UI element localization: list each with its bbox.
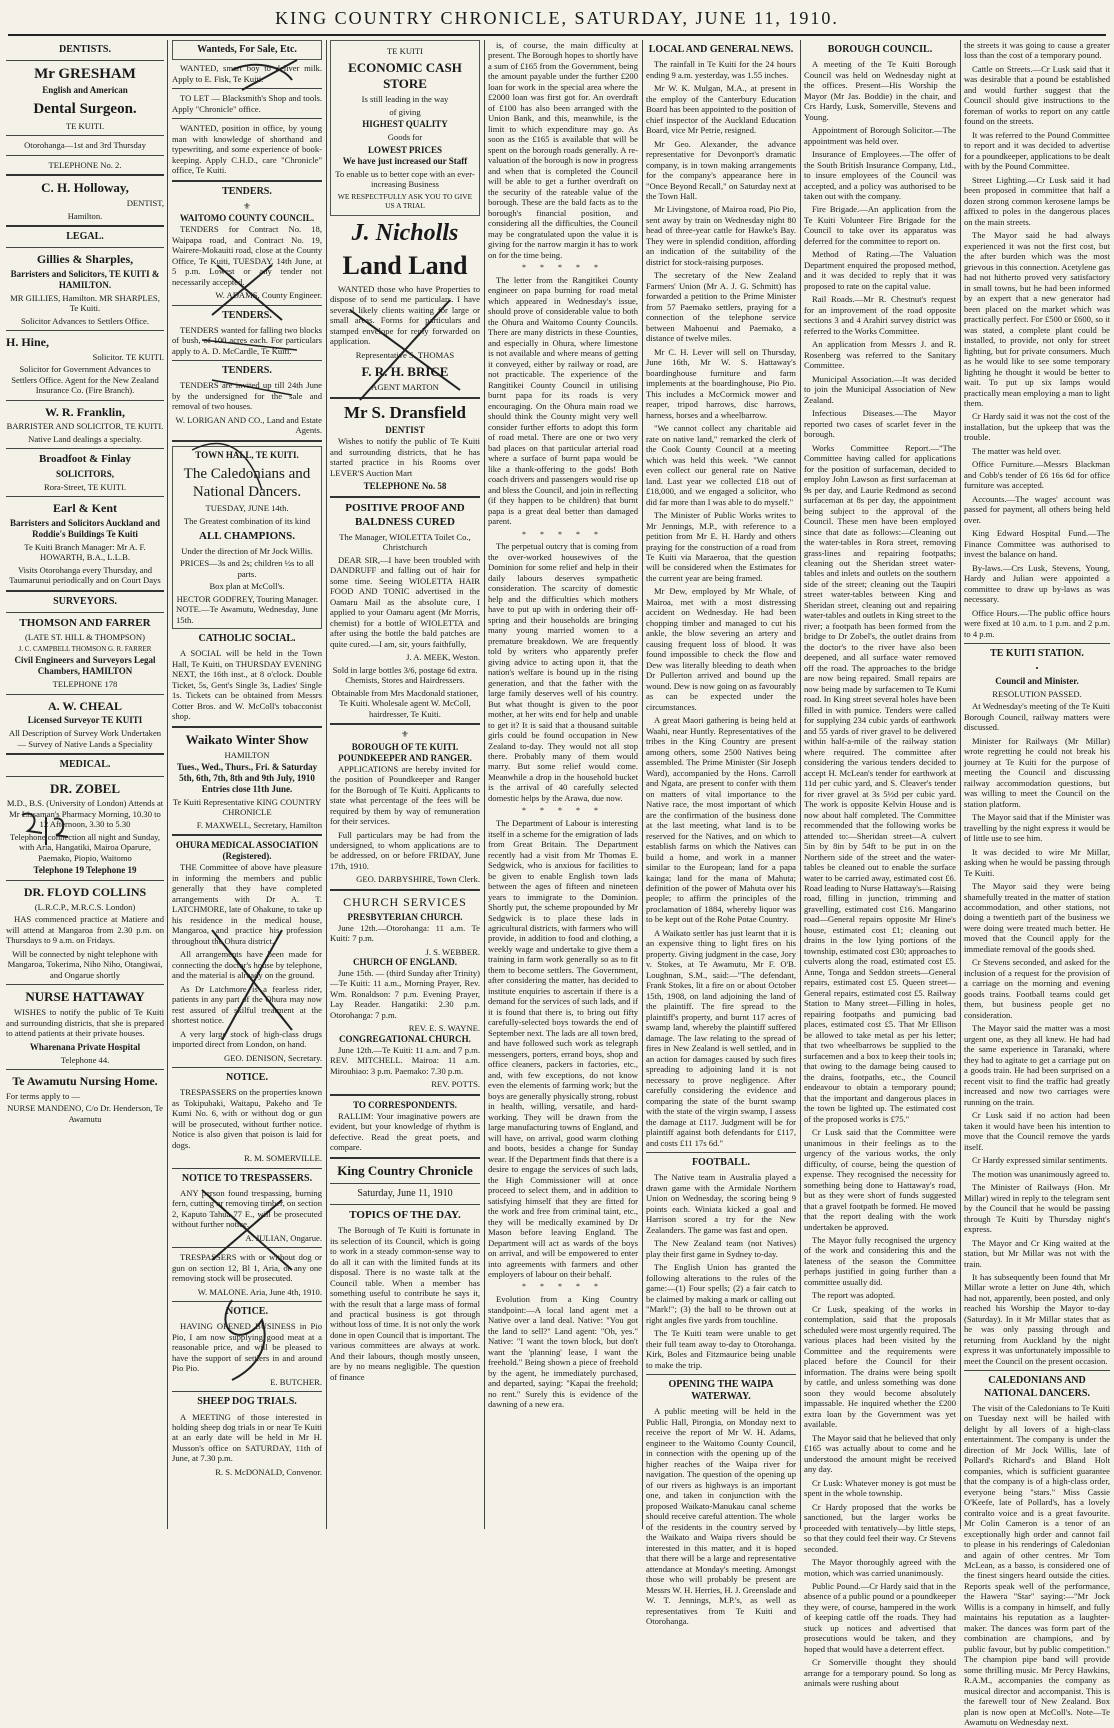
event-highlight: ALL CHAMPIONS. (199, 530, 295, 543)
show-title: Waikato Winter Show (185, 731, 309, 747)
article-text: Cr Stevens seconded, and asked for the inclusion of a request for the provision of a carriage on the morning and evening goods trains. Football teams could get them, but business people get no consideration. (964, 957, 1110, 1020)
advert-note: Native Land dealings a specialty. (28, 433, 142, 444)
advert-note: The Manager, WIOLETTA Toilet Co., Christchurch (339, 531, 471, 553)
advert-place: TE KUITI. (65, 120, 105, 131)
advert-name: DR. ZOBEL (49, 780, 121, 796)
article-text: Cr Hardy said it was not the cost of the installation, but the upkeep that was the trouble. (964, 411, 1110, 443)
notice-text: TRESPASSERS on the properties known as Tokipuhaki, Waitapu, Pakeho and Te Kumi No. 6, with or without dog or gun will be prosecuted, without further notice. Notice is also given that poison is laid for dogs. (172, 1087, 322, 1150)
article-text: Cr Somerville thought they should arrange for a temporary pound. So long as animals were rushing about (804, 1657, 956, 1689)
advert-place: Hamilton. (67, 210, 103, 221)
separator-stars: * * * * * (522, 529, 604, 539)
article-text: The motion was unanimously agreed to. (972, 1168, 1110, 1179)
advert-title: Barristers and Solicitors Auckland and Roddie's Buildings Te Kuiti (9, 517, 161, 539)
advert-note: Telephone connection all night and Sunday, with Aria, Hangatiki, Mairoa Oparure, Paemako, Piopio, Waitomo (9, 831, 161, 863)
church-text: June 15th. — (third Sunday after Trinity)—Te Kuiti: 11 a.m., Morning Prayer, Rev. Wm. Ronaldson: 7 p.m. Evening Prayer, Lay Reader. Hangatiki: 2.30 p.m. Otorohanga: 7 p.m. (330, 967, 480, 1020)
advert-note: Will be connected by night telephone with Mangaroa, Tokerima, Niho Niho, Otangiwai, and Ongarue shortly (7, 948, 163, 980)
church-heading: CHURCH OF ENGLAND. (353, 956, 457, 967)
article-text: Cr Lusk said if no action had been taken it would have been his intention to move that the Council remove the yards itself. (964, 1110, 1110, 1152)
notice-text: TENDERS are invited up till 24th June by the undersigned for the sale and removal of two houses. (172, 380, 322, 412)
advert-signature: J. A. MEEK, Weston. (406, 652, 480, 663)
advert-note: M.D., B.S. (University of London) Attends at Mr Lissaman's Pharmacy Morning, 10.30 to 12 Afternoon, 3.30 to 5.30 (6, 798, 164, 830)
article-text: The New Zealand team (not Natives) play their first game in Sydney to-day. (646, 1238, 796, 1259)
advert-name: DR. FLOYD COLLINS (23, 885, 147, 900)
advert-name: Mr GRESHAM (34, 66, 136, 83)
event-note: Under the direction of Mr Jock Willis. (181, 545, 313, 556)
article-text: Cr Hardy expressed similar sentiments. (972, 1155, 1108, 1166)
section-heading: SHEEP DOG TRIALS. (197, 1396, 297, 1408)
article-text: Mr Geo. Alexander, the advance representative for Devonport's dramatic company, is in town making arrangements for the company's appearance here in "Once Beyond Recall," on Saturday next at the Town Hall. (646, 138, 796, 201)
article-text: The Minister of Railways (Hon. Mr Millar) wired in reply to the telegram sent by the Council that he would be passing through Te Kuiti by Thursday night's express. (964, 1182, 1110, 1235)
event-note: The Greatest combination of its kind (183, 515, 311, 526)
article-text: The Mayor thoroughly agreed with the motion, which was carried unanimously. (804, 1557, 956, 1578)
article-text: A public meeting will be held in the Public Hall, Pirongia, on Monday next to receive the report of Mr W. H. Adams, engineer to the Waitomo County Council, in connection with the opening up of the higher reaches of the Waipa river for navigation. The question of the opening up of our rivers as highways is an important one, and taken in conjunction with the proposed Waikato-Manukau canal scheme should receive careful attention. The whole of the residents in the country served by the Waikato and Waipa rivers should be interested in this matter, and it is hoped that there will be a large and representative attendance at Monday's meeting. Amongst those who will probably be present are Messrs W. H. Herries, H. J. Greenslade and W. T. Jennings, M.P.'s, as well as representatives from Te Kuiti and Otorohanga. (646, 1406, 796, 1627)
store-line: Goods for (387, 132, 423, 143)
article-text: By-laws.—Crs Lusk, Stevens, Young, Hardy and Julian were appointed a committee to draw up by-laws as was necessary. (964, 562, 1110, 605)
article-text: The secretary of the New Zealand Farmers' Union (Mr A. J. G. Schmitt) has forwarded a petition to the Prime Minister from 57 Paemako settlers, praying for a connection of the telephone service between Mahoenui and Paemako, a distance of twelve miles. (646, 270, 796, 344)
advert-phone: TELEPHONE 178 (52, 679, 118, 690)
advert-note: Representative S. THOMAS (355, 349, 455, 360)
article-text: Mr Dew, employed by Mr Whale, of Mairoa, met with a most distressing accident on Wednesday. He had been chopping timber and managed to cut his ankle, the blow severing an artery and causing frequent loss of blood. It was found impossible to check the flow and Dew was literally bleeding to death when Dr Pullerton arrived and bound up the wound. Dew is now going on as favourably as can be expected under the circumstances. (646, 586, 796, 712)
advert-phone: Telephone 44. (60, 1054, 110, 1065)
article-text: Method of Rating.—The Valuation Department enquired the proposed method, and it was decided to reply that it was proposed to rate on the capital value. (804, 249, 956, 291)
church-signature: J. S. WEBBER. (425, 946, 480, 957)
article-text: Cr Lusk, speaking of the works in contemplation, said that the proposals scheduled were most urgently required. The various places had been visited by the Committee and the requirements were placed before the Council for their information. The drains were being spoilt by cattle, and unless something was done soon they would become absolutely impassable. He inquired whether the £200 extra loan by the Government was yet available. (804, 1303, 956, 1430)
article-subheading: Council and Minister. (995, 675, 1079, 686)
store-line: of giving (389, 106, 421, 117)
advert-title: BARRISTER AND SOLICITOR, TE KUITI. (6, 421, 164, 432)
notice-text: A MEETING of those interested in holding sheep dog trials in or near Te Kuiti at an early date will be held in Mr H. Musson's office on SATURDAY, 11th of June, at 7.30 p.m. (172, 1411, 322, 1464)
separator-stars: * * * * * (522, 1282, 604, 1292)
article-text: The Mayor said he had always experienced it was not the first cost, but the after burden which was the most grievous in this connection. Acetylene gas had not hitherto proved very satisfactory in small towns, but he had been informed by an expert that a new generator had been placed on the market which was practically perfect. For £500 or £600, so it was stated, a complete plant could be installed, to provide, not only for street lighting, but for private consumers. Much as he would like to see some temporary lighting he thought it would be better to wait. To put up six lamps would practically mean employing a man to light them. (964, 230, 1110, 408)
article-text: The perpetual outcry that is coming from the over-worked housewives of the Dominion for some relief and help in their daily labours deserves sympathetic consideration. The scarcity of domestic help and the difficulties which mothers have to put up with in ordering their off-spring and their households are bringing many young married women to a premature breakdown. We are frequently told by writers who apparently prefer giving advice to acting upon it, that the nation's welfare is bound up in the rising generation, and that the father with the large family deserves well of his country. But what thought is given to the poor mother, at her wits end for help and unable to get it? It is said that a thousand suitable girls could be found occupation in New Zealand to-day. They would not all stop there. Probably many of them would marry. But some relief would come. Meanwhile a drop in the household bucket is the arrival of 40 carefully selected domestic helps by the Arawa, due now. (488, 541, 638, 803)
section-heading: LEGAL. (66, 231, 104, 243)
article-text: Fire Brigade.—An application from the Te Kuiti Volunteer Fire Brigade for the Council to take over its apparatus was deferred for the committee to report on. (804, 204, 956, 246)
article-text: Cr Lusk: Whatever money is got must be spent in the whole township. (804, 1477, 956, 1499)
article-heading: LOCAL AND GENERAL NEWS. (648, 44, 794, 55)
article-text: The letter from the Rangitikei County engineer on papa burning for road metal which appeared in Wednesday's issue, should prove of considerable value to both the Ohura and Waitomo County Councils. There are many districts in these Counties, and especially in Ohura, where limestone is not available and where means of getting it conveyed, either by railway or road, are not practicable. The experience of the Rangitikei County Council in utilising burnt papa for its roads is very encouraging. On the Ohura main road we should think the County might very well consider further efforts to adopt this form of road metal. There are one or two very bad places on that particular arterial road where a surface of burnt papa would be like a thank-offering to the gods! Both coach drivers and passengers would rise up and bless the Council, and join in reflecting (if they happen to be children) that burnt papa is a great deal better than damaged parent. (488, 274, 638, 527)
store-place: TE KUITI (386, 46, 424, 56)
column-adverts (330, 40, 480, 1529)
column-divider (167, 40, 168, 1529)
advert-name: Broadfoot & Finlay (38, 453, 132, 466)
advert-name: Mr S. Dransfield (344, 402, 466, 422)
article-text: The Mayor said they were being shamefully treated in the matter of station accommodation, and other stations, not doing a twentieth part of the business we were doing were treated much better. He moved that the Council apply for the immediate removal of the goods shed. (964, 881, 1110, 954)
advert-title: Land Land (342, 251, 468, 281)
separator-stars: * * * * * (522, 806, 604, 816)
advert-name: W. R. Franklin, (45, 404, 125, 419)
advert-note: For terms apply to — (6, 1090, 80, 1101)
article-text: The Department of Labour is interesting itself in a scheme for the emigration of lads from Great Britain. The Department recently had a visit from Mr Thomas E. Sedgwick, who is anxious for facilities to be given to enable English town lads between the ages of fifteen and nineteen years to immigrate to the Dominion. Shortly put, the scheme propounded by Mr Sedgwick is to place these lads in agricultural districts, with farmers who will provide, in addition to food and clothing, a weekly wage and undertake to give them a training in farm work generally so as to fit them to become settlers. The Government, after considering the matter, has decided to institute enquiries to ascertain if there is a demand for the services of such lads, and if it is found that there is, to bring out fifty carefully-selected boys towards the end of September next. The lads are all town bred, and have followed such work as telegraph messengers, porters, errand boys, shop and office cleaners, packers in factories, etc., and, with few exceptions, do not know even the elements of farming work; but the boys are generally physically strong, robust in health, willing, versatile, and hard-working. They will be drawn from the large manufacturing towns of England, and will have, on arrival, good warm clothing and boots, besides a change for Sunday wear. If the Department finds that there is a desire to engage the services of such lads, the High Commissioner will at once proceed to select them, and in addition to satisfying himself that they are fitted for the work and free from criminal taint, etc., they will be medically examined by Dr Mason before leaving England. The Department will act as wards of the boys on arrival, and will be empowered to enter into agreements with farmers and other employers of labour on their behalf. (488, 818, 638, 1279)
notice-signature: GEO. DENISON, Secretary. (223, 1052, 322, 1063)
notice-text: A very large stock of high-class drugs imported direct from London, on hand. (172, 1028, 322, 1050)
classified-item: TO LET — Blacksmith's Shop and tools. Apply "Chronicle" office. (172, 93, 322, 114)
notice-heading: BOROUGH OF TE KUITI. (351, 741, 459, 752)
event-date: TUESDAY, JUNE 14th. (205, 503, 289, 514)
church-signature: REV. POTTS. (431, 1079, 480, 1090)
advert-note: Solicitor Advances to Settlers Office. (20, 315, 149, 326)
article-text: Office Hours.—The public office hours were fixed at 10 a.m. to 1 p.m. and 2 p.m. to 4 p.m. (964, 607, 1110, 639)
show-signature: F. MAXWELL, Secretary, Hamilton (196, 819, 322, 830)
section-heading: NOTICE TO TRESPASSERS. (181, 1172, 313, 1184)
notice-text: THE Committee of above have pleasure in informing the members and public generally that they have completed arrangements with Dr A. T. LATCHMORE, late of Ohakune, to take up his residence in the medical house, Mangaroa, and practice his profession throughout the Ohura district. (172, 862, 322, 946)
article-text: The visit of the Caledonians to Te Kuiti on Tuesday next will be hailed with delight by all lovers of a high-class entertainment. The company is under the direction of Mr Jock Willis, late of Pollard's Richard's and Bland Holt companies, which is sufficient guarantee that the company is of a high-class order, everyone being "stars." Miss Cassie O'Keefe, late of Pollard's, has a lovely contralto voice and is a great favourite. Mr Colin Cameron is a tenor of an exceptionally high order and cannot fail to please in his renderings of Caledonian and again of other centres. Mr Tom McLean, as a basso, is considered one of the finest singers heard outside the cities. Reports speak well of the performance, the Hawera "Star" saying:—"Mr Jock Willis is a company in himself, and fully maintains his reputation as a laughter-maker. The dances was form part of the combination are champions, and by public favour, but by public competition." The champion pipe band will provide some thrilling music. Mr Percy Hawkins, R.A.M., accompanies the company as musical director and accompanist. This is the farewell tour of New Zealand. Box plan is now open at McColl's. Note—Te Awamutu on Wednesday next. (964, 1402, 1110, 1728)
article-text: Evolution from a King Country standpoint:—A local land agent met a Native over a land deal. Native: "You got the land to sell?" Land agent: "Oh, yes." Native: "I want the town block, but don't want the 'planning' lease, I want the freehold." Being shown a piece of freehold by the agent, he immediately purchased, and departed, saying: "Kapai the freehold; no rent." Surely this is evidence of the dawning of a new era. (488, 1294, 638, 1410)
notice-text: A SOCIAL will be held in the Town Hall, Te Kuiti, on THURSDAY EVENING NEXT, the 16th inst., at 8 o'clock. Double Ticket, 5s, Gent's Single 3s, Ladies' Single 1s. Tickets can be obtained from Messrs Cotter Bros. and W. McColl's tobacconist shop. (172, 648, 322, 722)
advert-text: WANTED those who have Properties to dispose of to send me particulars. I have several likely clients waiting for large or small areas. Forms for particulars and stamped envelope for reply forwarded on application. (330, 283, 480, 347)
masthead: KING COUNTRY CHRONICLE, SATURDAY, JUNE 11, 1910. (275, 8, 839, 28)
article-heading: TE KUITI STATION. (990, 648, 1084, 660)
show-entries: Entries close 11th June. (201, 784, 293, 795)
advert-title: DENTIST (385, 425, 425, 436)
advert-title: Dental Surgeon. (33, 101, 137, 118)
advert-note: AGENT MARTON (371, 382, 439, 393)
article-subheading: RESOLUTION PASSED. (992, 688, 1082, 699)
advert-title: Wharenana Private Hospital (29, 1041, 141, 1052)
notice-text: HAVING OPENED BUSINESS in Pio Pio, I am now supplying good meat at a reasonable price, and will be pleased to have the support of settlers in and around Pio Pio. (172, 1321, 322, 1374)
article-text: Minister for Railways (Mr Millar) wrote regretting he could not break his journey at Te Kuiti for the purpose of meeting the Council and discussing railway accommodation questions, but was willing to meet the Council on the station platform. (964, 735, 1110, 809)
advert-note: All Description of Survey Work Undertaken — Survey of Native Lands a Speciality (8, 728, 162, 749)
article-text: Appointment of Borough Solicitor.—The appointment was held over. (804, 125, 956, 146)
advert-name: Gillies & Sharples, (36, 252, 134, 267)
article-text: It was referred to the Pound Committee to report and it was decided to advertise for a poundkeeper, applications to be dealt with by the Pound Committee. (964, 129, 1110, 172)
notice-text: TENDERS for Contract No. 18, Waipapa road, and Contract No. 19, Wairere-Mokauiti road, close at the County Office, Te Kuiti, TUESDAY, 14th June, at 5 p.m. Lowest or any tender not necessarily accepted. (172, 224, 322, 287)
article-text: Mr W. K. Mulgan, M.A., at present in the employ of the Canterbury Education Board has been appointed to the position of chief inspector of the Auckland Education Board, vice Mr Petrie, resigned. (646, 83, 796, 136)
column-divider (800, 40, 801, 1529)
article-text: Mr C. H. Lever will sell on Thursday, June 16th, Mr W. S. Hattaway's boardinghouse furniture and farm implements at the boardinghouse, Pio Pio. This includes a McCormick mower and reaper, tripod harrows, disc harrows, harness, horses and a wheelbarrow. (646, 346, 796, 420)
article-text: is, of course, the main difficulty at present. The Borough hopes to shortly have a sum of £165 from the Government, being the amount payable under the further £200 loan for work in the special area where the £2000 loan was first got for. An overdraft of £100 has also been arranged with the Union Bank, and this, meanwhile, is the limit to which expenditure may go. As soon as the £165 is available that will be spent on the borough roads generally. A re-valuation of the borough is now in progress and when that is completed the Council will be able to get a further overdraft on the security of the rateable value of the borough. These are the bald facts as to the borough's financial position, and considering all the difficulties, the Council may be congratulated upon the value it is giving for the narrow margin it has to work on for the time being. (488, 40, 638, 260)
advert-text: WISHES to notify the public of Te Kuiti and surrounding districts, that she is prepared to attend patients at their private houses. (6, 1007, 164, 1039)
article-text: The Mayor said the matter was a most urgent one, as they all knew. He had had the same experience in Taranaki, where they had to agitate to get a carriage put on a goods train. He had been surprised on a recent visit to find the traffic had greatly increased and now two carriages were running on the train. (964, 1023, 1110, 1107)
article-text: The Mayor and Cr King waited at the station, but Mr Millar was not with the train. (964, 1237, 1110, 1269)
column-station-and-dancers (964, 40, 1110, 1728)
article-text: The Native team in Australia played a drawn game with the Armidale Northern Union on Wednesday, the scoring being 9 points each. Winiata kicked a goal and Harrison scored a try for the New Zealanders. The game was fast and open. (646, 1172, 796, 1235)
article-heading: CALEDONIANS AND NATIONAL DANCERS. (984, 1375, 1090, 1399)
article-heading: FOOTBALL. (691, 1157, 751, 1169)
church-heading: CONGREGATIONAL CHURCH. (339, 1033, 471, 1044)
advert-phone: TELEPHONE No. 58 (363, 481, 447, 492)
advert-note: (LATE ST. HILL & THOMPSON) (25, 632, 145, 643)
article-text: The Mayor said that if the Minister was travelling by the night express it would be of little use to see him. (964, 812, 1110, 844)
section-heading: CHURCH SERVICES (343, 894, 467, 909)
advert-note: Visits Otorohanga every Thursday, and Taumarunui periodically and on Court Days (9, 564, 161, 586)
advert-name: F. R. H. BRICE (361, 364, 449, 380)
notice-heading: POUNDKEEPER AND RANGER. (338, 752, 472, 763)
notice-text: All arrangements have been made for connecting the doctor's house by telephone, and the material is already on the ground. (172, 949, 322, 981)
church-text: June 12th.—Otorohanga: 11 a.m. Te Kuiti: 7 p.m. (330, 922, 480, 944)
section-heading: NOTICE. (226, 1306, 268, 1318)
classified-item: WANTED, smart boy to deliver milk. Apply to E. Fisk, Te Kuiti. (172, 63, 322, 84)
advert-line: English and American (42, 85, 128, 96)
advert-name: NURSE HATTAWAY (25, 989, 145, 1005)
section-heading: TO CORRESPONDENTS. (353, 1099, 457, 1110)
column-local-news (646, 40, 796, 1627)
section-heading: NOTICE. (226, 1072, 268, 1084)
notice-heading: OHURA MEDICAL ASSOCIATION (Registered). (175, 840, 319, 862)
article-text: The report was adopted. (812, 1290, 896, 1301)
article-text: the streets it was going to cause a greater loss than the cost of a temporary pound. (964, 40, 1110, 61)
article-text: The English Union has granted the following alterations to the rules of the game:—(1) Four spells; (2) a fair catch to be claimed by making a mark or calling out "Mark!"; (3) the ball to be thrown out at right angles five yards from touchline. (646, 1262, 796, 1325)
article-text: Cattle on Streets.—Cr Lusk said that it was desirable that a pound be established and would further suggest that the Council should give instructions to the foreman of works to report on any cattle found on the streets. (964, 63, 1110, 127)
advert-note: J. C. CAMPBELL THOMSON G. R. FARRER (18, 644, 152, 653)
advert-text: HAS commenced practice at Matiere and will attend at Mangaroa from 2.30 p.m. on Thursdays to 9 a.m. on Fridays. (6, 914, 164, 946)
article-text: Municipal Association.—It was decided to join the Municipal Association of New Zealand. (804, 373, 956, 405)
church-signature: REV. E. S. WAYNE. (408, 1023, 480, 1034)
store-name: ECONOMIC CASH STORE (348, 60, 462, 92)
show-note: Te Kuiti Representative KING COUNTRY CHRONICLE (172, 796, 322, 818)
advert-text: Wishes to notify the public of Te Kuiti and surrounding districts, that he has started practice in his Rooms over LEVER'S Auction Mart (330, 436, 480, 478)
column-divider (326, 40, 327, 1529)
notice-text: ANY person found trespassing, burning fern, cutting or removing timber, on section 2, Kaputo Tahua 77 E., will be prosecuted without further notice. (172, 1187, 323, 1230)
advert-title: DENTIST, (126, 198, 164, 209)
event-note: Box plan at McColl's. (209, 581, 285, 592)
notice-signature: A. JULIAN, Ongarue. (245, 1232, 322, 1243)
advert-note: Solicitor for Government Advances to Settlers Office. Agent for the New Zealand Insurance Co. (Fire Branch). (11, 364, 159, 396)
show-dates: Tues., Wed., Thurs., Fri. & Saturday 5th, 6th, 7th, 8th and 9th July, 1910 (176, 762, 318, 784)
article-text: The Minister of Public Works writes to Mr Jennings, M.P., with reference to a petition from Mr E. H. Hardy and others praying for the construction of a road from Te Kuiti via Maraeroa, that the question will be considered when the Estimates for the current year are being framed. (646, 510, 796, 583)
crest-icon: ⚜ (401, 729, 409, 740)
column-divider (484, 40, 485, 1529)
advert-title: SOLICITORS, (55, 468, 115, 479)
store-line: We have just increased our Staff (342, 155, 468, 166)
section-heading: DENTISTS. (59, 44, 111, 55)
advert-note: Sold in large bottles 3/6, postage 6d extra. Chemists, Stores and Hairdressers. (332, 664, 478, 686)
section-heading: CATHOLIC SOCIAL. (198, 633, 296, 645)
advert-text: DEAR SIR,—I have been troubled with DANDRUFF and falling out of hair for some time. Seeing WIOLETTA HAIR FOOD AND TONIC advertised in the Oamaru Mail as the absolute cure, I applied to your Oamaru agent (Mr Morris, chemist) for a bottle of WIOLETTA and after using the bottle the bald patches are quite cured.—I am, sir, yours faithfully, (330, 554, 480, 649)
article-text: Mr Livingstone, of Mairoa road, Pio Pio, sent away by train on Wednesday night 80 head of three-year cattle for Hawke's Bay. They were in splendid condition, affording an indication of the suitability of the district for stock-raising purposes. (646, 204, 796, 267)
article-text: Accounts.—The wages' account was passed for payment, all others being held over. (964, 493, 1110, 525)
article-text: It has subsequently been found that Mr Millar wrote a letter on June 4th, which had not, apparently, been posted, and only reached his Worship the Mayor to-day (Saturday). In it Mr Millar states that as he was only passing through and returning from Auckland by the night express it was unfortunately impossible to meet the Council on the present occasion. (964, 1271, 1110, 1366)
event-note: NOTE.—Te Awamutu, Wednesday, June 15th. (176, 604, 318, 625)
advert-name: THOMSON AND FARRER (19, 616, 151, 629)
event-prices: PRICES—3s and 2s; children ½s to all parts. (180, 558, 314, 579)
notice-signature: R. M. SOMERVILLE. (244, 1153, 322, 1164)
advert-title: Barristers and Solicitors, TE KUITI & HAMILTON. (10, 268, 160, 290)
article-text: "We cannot collect any charitable aid rate on native land," remarked the clerk of the Cook County Council at a meeting which was held this week. "We cannot even collect our general rate on Native land. Last year we collected £18 out of £18,000, and we engaged a solicitor, who did far more than I was able to do myself." (646, 423, 796, 507)
article-text: Works Committee Report.—"The Committee having called for applications for the position of surfaceman, decided to employ John Lawson as first surfaceman at 9s per day, and Laurie Redmond as second surfaceman at 8s per day, the appointment being subject to the approval of the Council. These men have been employed since that date as follows:—Cleaning out the water-tables in Rora street, removing grass-lines and repairing footpaths; cleaning out the Sheridan street water-tables and inlets and outlets on the southern side of the street; cleaning out the Taupiri street water-tables between King and Sheridan street, cleaning out and repairing water-tables and outlets in King street to the river; a footpath has been formed from the bridge to Dr Zobel's, the outlet drains from the doctor's to the river have also been deepened, and all surface water removed off the road. The approaches to the bridge are now being repaired. Small repairs are now being made by surfacemen to Te Kumi road. In King street several holes have been filled in with pumice. Tenders were called for supplying 234 cubic yards of earthwork and 55 yards of river gravel to be delivered within half-a-mile of the railway station where required. The committee after considering the various tenders decided to accept H. McLean's tender for earthwork at 11d per cubic yard, and S. Cleaver's tender for river gravel at 3s 5½d per cubic yard. The work is opposite Kelvin House and is now about half completed. The Committee recommended that the following works be attended to:—Sheridan street—A culvert 5in by 8in by 54ft to be put in on the Northern side of the street and the water-tables be cleaned out to enable the surface water to be carried away, estimated cost £6. Road leading to Nurse Hattaway's—Raising road, filling in junction, trimming and gravelling, estimated cost £16. Mangarino road—General repairs opposite Mr Hine's house, estimated cost £1; cleaning out drains in the low lying portions of the township, estimated cost £30; approaches to culverts along the road, estimated cost £5. Anne, Tonga and Seddon streets—General repairs, estimated cost £5. Queen street—General repairs, estimated cost £5. Railway Station to Many street—Filling in holes, repairing footpaths and pumicing bad places, estimated cost £5. That Mr Ellison be allowed to take metal as per his letter; that two wheelbarrows be supplied to the surfacemen and a box to keep their tools in; that owing to the damage being caused to the drains, footpaths, etc., the Council endeavour to obtain a temporary pound; that the important and dangerous places in the town be lighted up. The estimated cost of the proposed works is £75." (804, 442, 956, 1124)
church-text: June 12th.—Te Kuiti: 11 a.m. and 7 p.m. REV. MITCHELL. Mairoa: 11 a.m. Mirouhiao: 3 p.m. Paemako: 7.30 p.m. (330, 1044, 480, 1076)
event-venue: TOWN HALL, TE KUITI. (195, 449, 299, 460)
store-line: HIGHEST QUALITY (362, 119, 448, 130)
article-text: An application from Messrs J. and R. Rosenberg was referred to the Sanitary Committee. (804, 339, 956, 371)
advert-title: POSITIVE PROOF AND BALDNESS CURED (345, 502, 465, 528)
separator-stars: * * * * * (522, 263, 604, 273)
advert-title: Civil Engineers and Surveyors Legal Chambers, HAMILTON (14, 655, 156, 677)
article-text: The Te Kuiti team were unable to get their full team away to-day to Otorohanga. Kirk, Boles and Fitzmaurice being unable to make the trip. (646, 1328, 796, 1370)
advert-note: (L.R.C.P., M.R.C.S. London) (34, 901, 136, 912)
store-line: To enable us to better cope with an ever-increasing Business (335, 168, 475, 190)
article-text: A meeting of the Te Kuiti Borough Council was held on Wednesday night at the offices. Present—His Worship the Mayor (Mr Jas. Boddie) in the chair, and Crs Hardy, Lusk, Somerville, Stevens and Young. (804, 59, 956, 122)
section-heading: SURVEYORS. (53, 595, 117, 607)
advert-name: Earl & Kent (53, 501, 117, 516)
advert-address: Rora-Street, TE KUITI. (44, 481, 126, 492)
advert-note: Obtainable from Mrs Macdonald stationer, Te Kuiti. Wholesale agent W. McColl, hairdresser, Te Kuiti. (331, 687, 479, 719)
article-text: A great Maori gathering is being held at Waahi, near Huntly. Representatives of the tribes in the King Country are present among others, some 2500 Natives being assembled. The Prime Minister (Sir Joseph Ward), accompanied by the Hons. Carroll and Ngata, are present to confer with them on matters of vital importance to the Native race, the most important of which are the confirmation of the business done at the last meeting, what land is to be reserved for the Natives, and on which to establish farms on which the Natives can build a home, and work in a manner similar to the European; land for a papa kainga; land for the mana of Mahuta; definition of the power of Mahuta over his people; to affirm the principles of the proclamation of 1884, whereby liquor was to be kept out of the Rohe Potae Country. (646, 715, 796, 925)
article-heading: BOROUGH COUNCIL. (827, 44, 933, 55)
crest-icon: ⚜ (243, 200, 251, 211)
column-divider (642, 40, 643, 1529)
article-text: Street Lighting.—Cr Lusk said it had been proposed in committee that half a dozen strong common kerosene lamps be affixed to poles in the dangerous places on the main streets. (964, 174, 1110, 227)
article-text: It was decided to wire Mr Millar, asking when he would be passing through Te Kuiti. (964, 846, 1110, 878)
column-topics (488, 40, 638, 1529)
advert-note: Te Kuiti Branch Manager: Mr A. F. HOWARTH, B.A., L.L.B. (24, 541, 146, 563)
article-text: King Edward Hospital Fund.—The Finance Committee was authorised to invest the balance on hand. (964, 528, 1110, 560)
column-classifieds (172, 40, 322, 1529)
section-heading: TENDERS. (222, 365, 272, 377)
classified-item: WANTED, position in office, by young man with knowledge of shorthand and typewriting, and some experience of book-keeping. Apply C.H.D., care "Chronicle" office, Te Kuiti. (172, 123, 322, 176)
article-text: The Mayor fully recognised the urgency of the work and considering this and the lateness of the season the Committee perhaps justified in going further than a committee usually did. (804, 1234, 956, 1287)
article-text: Insurance of Employees.—The offer of the South British Insurance Company, Ltd., to insure employees of the Council was accepted, and a policy was authorised to be taken out with the company. (804, 149, 956, 201)
notice-text: APPLICATIONS are hereby invited for the position of Poundkeeper and Ranger for the Borough of Te Kuiti. Applicants to state what percentage of the fees will be required by them by way of remuneration for their services. (330, 763, 480, 827)
article-text: RALLIM: Your imaginative powers are evident, but your knowledge of rhythm is defective. Read the great poets, and compare. (330, 1110, 480, 1153)
section-heading: TENDERS. (222, 185, 272, 197)
paper-name: King Country Chronicle (337, 1162, 473, 1178)
church-heading: PRESBYTERIAN CHURCH. (347, 911, 463, 922)
paper-date: Saturday, June 11, 1910 (357, 1187, 453, 1199)
notice-text: As Dr Latchmore is a fearless rider, patients in any part of the Ohura may now rest assured of skilful treatment at the shortest notice. (172, 983, 322, 1026)
article-text: The Borough of Te Kuiti is fortunate in its selection of its Council, which is going to work in a steady common-sense way to do all it can with the limited funds at its disposal. There is no waste talk at the Council table. When a member has something useful to contribute he says it, with the result that a large mass of formal and practical business is got through without loss of time. It is not only the work done in open Council that is important. The various committees are always at work. And their labours, though mostly unseen, are by no means negligible. The question of finance (330, 1225, 480, 1382)
advert-name: A. W. CHEAL (47, 698, 123, 713)
section-heading: MEDICAL. (59, 759, 111, 771)
advert-title: Licensed Surveyor TE KUITI (27, 715, 143, 726)
notice-text: TENDERS wanted for falling two blocks of bush, of 100 acres each. For particulars apply to A. D. McCardle, Te Kuiti. (172, 324, 323, 356)
advert-note: NURSE MANDENO, C/o Dr. Henderson, Te Awamutu (7, 1103, 163, 1124)
advert-name: C. H. Holloway, (41, 180, 129, 196)
article-text: Infectious Diseases.—The Mayor reported two cases of scarlet fever in the borough. (804, 408, 956, 440)
article-heading: TOPICS OF THE DAY. (349, 1208, 461, 1221)
article-text: Office Furniture.—Messrs Blackman and Cobb's tender of £6 16s 6d for office furniture was accepted. (964, 459, 1110, 491)
notice-signature: W. LORIGAN AND CO., Land and Estate Agents. (175, 414, 322, 436)
advert-name: J. Nicholls (351, 219, 459, 246)
notice-signature: R. S. McDONALD, Convenor. (215, 1466, 322, 1477)
masthead-rule (8, 34, 1106, 36)
notice-signature: E. BUTCHER. (270, 1376, 322, 1387)
section-heading: Wanteds, For Sale, Etc. (172, 40, 322, 60)
column-borough-council (804, 40, 956, 1689)
advert-name: Te Awamutu Nursing Home. (12, 1074, 158, 1089)
event-signature: HECTOR GODFREY, Touring Manager. (176, 593, 318, 604)
notice-heading: WAITOMO COUNTY COUNCIL. (179, 213, 315, 224)
store-line: Is still leading in the way (361, 94, 449, 105)
notice-signature: GEO. DARBYSHIRE, Town Clerk. (356, 874, 480, 885)
advert-title: Solicitor. TE KUITI. (92, 351, 164, 362)
article-text: The matter was held over. (972, 445, 1062, 456)
article-text: Cr Hardy proposed that the works be sanctioned, but the larger works be proceeded with tentatively—by little steps, so that they could feel their way. Cr Stevens seconded. (804, 1501, 956, 1554)
advert-note: Otorohanga—1st and 3rd Thursday (24, 140, 146, 151)
article-heading: OPENING THE WAIPA WATERWAY. (668, 1379, 774, 1403)
advert-note: MR GILLIES, Hamilton. MR SHARPLES, Te Kuiti. (10, 292, 160, 314)
article-text: A Waikato settler has just learnt that it is an expensive thing to light fires on his property. Giving judgment in the case, Jory v. Stokes, at Te Awamutu, Mr F. O'B. Loughnan, S.M., said:—"The defendant, Frank Stokes, lit a fire on or about October 15th, 1908, on land adjoining the land of the plaintiff. The fire spread to the plaintiff's property, and burnt 117 acres of swamp land, whereby the plaintiff suffered damage. The law relating to the spread of fires in New Zealand is well settled, and in an action for damages caused by such fires spreading to adjoining land it is not necessary to prove negligence. After carefully considering the evidence and comparing the state of the burnt swamp with the state of the virgin swamp, I assess the damage at £117. Judgment will be for plaintiff against both defendants for £117, and costs £11 17s 6d." (646, 927, 796, 1148)
notice-text: TRESPASSERS with or without dog or gun on section 12, Bl 1, Aria, or any one removing stock will be prosecuted. (172, 1252, 322, 1284)
article-text: Rail Roads.—Mr R. Chestnut's request for an improvement of the road opposite sections 3 and 4 Arahiri survey district was referred to the Works Committee. (804, 294, 956, 336)
article-text: At Wednesday's meeting of the Te Kuiti Borough Council, railway matters were discussed. (964, 701, 1110, 733)
article-text: Cr Lusk said that the Committee were unanimous in their feelings as to the urgency of the various works, the only difficulty, of course, being the question of expense. They recognised the necessity for something being done to Hattaway's road, but as they were short of funds suggested that a gravel footpath be formed. He moved that the report dealing with the work undertaken be approved. (804, 1127, 956, 1232)
event-title: The Caledonians and National Dancers. (183, 465, 311, 501)
advert-phone: TELEPHONE No. 2. (48, 159, 122, 170)
section-heading: TENDERS. (222, 309, 272, 321)
separator-dot: • (1035, 663, 1039, 674)
notice-text: Full particulars may be had from the undersigned, to whom applications are to be addressed, on or before FRIDAY, June 17th, 1910. (330, 829, 480, 871)
article-text: Public Pound.—Cr Hardy said that in the absence of a public pound or a poundkeeper they were, of course, hampered in the work of keeping cattle off the roads. They had stuck up notices and advertised that prosecutions would be taken, and they hoped that would have a deterrent effect. (804, 1581, 956, 1654)
advert-phone: Telephone 19 Telephone 19 (33, 865, 137, 876)
article-text: The rainfall in Te Kuiti for the 24 hours ending 9 a.m. yesterday, was 1.55 inches. (646, 59, 796, 80)
store-line: WE RESPECTFULLY ASK YOU TO GIVE US A TRIAL (337, 191, 473, 210)
store-line: LOWEST PRICES (367, 144, 443, 155)
notice-signature: W. MALONE. Aria, June 4th, 1910. (197, 1286, 322, 1297)
notice-signature: W. ADAMS, County Engineer. (215, 290, 322, 301)
column-professional-cards (6, 40, 164, 1529)
article-text: The Mayor said that he believed that only £165 was actually about to come and he understood the amount might be received any day. (804, 1432, 956, 1475)
column-divider (960, 40, 961, 1529)
show-place: HAMILTON (224, 749, 270, 760)
advert-name: H. Hine, (6, 335, 50, 350)
